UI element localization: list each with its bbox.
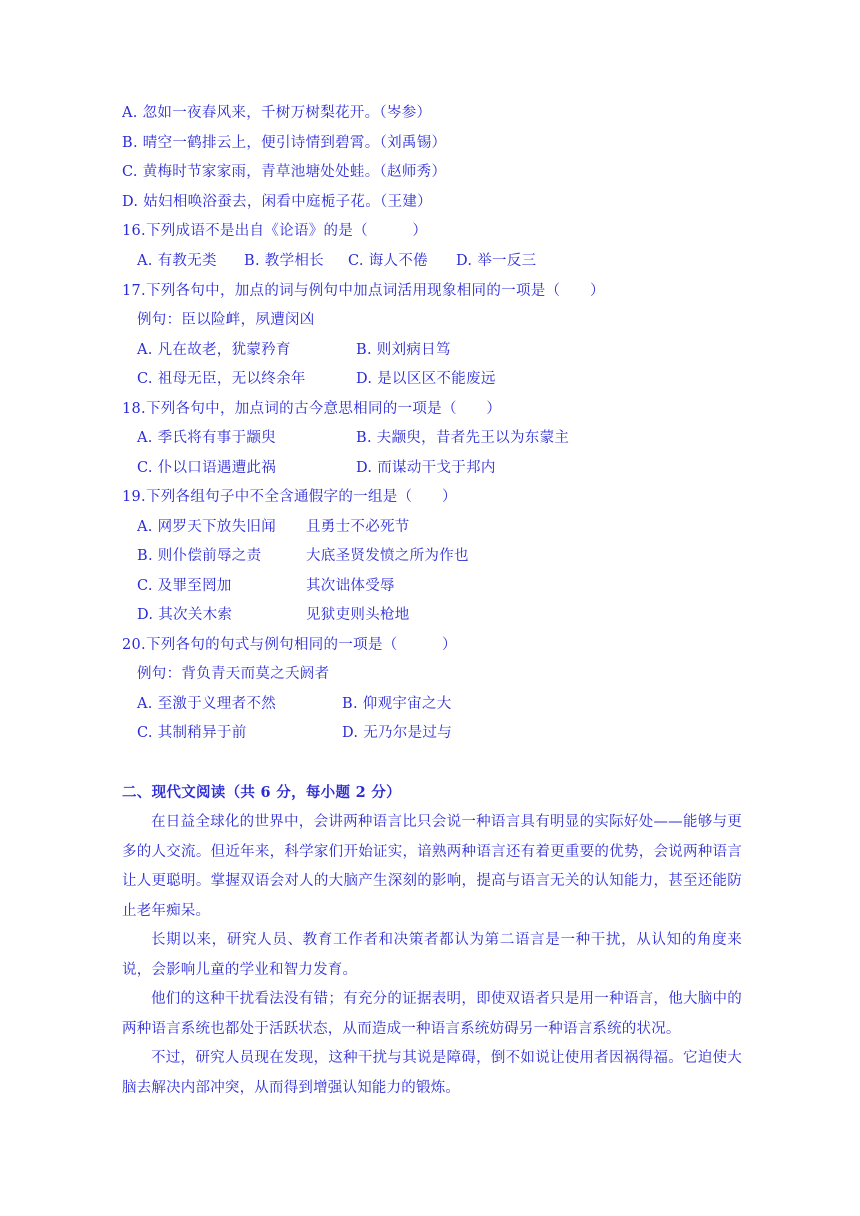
q19-row-b-first: B. 则仆偿前辱之责: [137, 548, 262, 564]
q19-row-b-second: 大底圣贤发愤之所为作也: [306, 548, 469, 564]
q15-option-c: C. 黄梅时节家家雨，青草池塘处处蛙。（赵师秀）: [122, 164, 447, 180]
q17-option-c: C. 祖母无臣，无以终余年: [137, 371, 306, 387]
q18-option-a: A. 季氏将有事于颛臾: [137, 430, 276, 446]
q18-stem: 18.下列各句中，加点词的古今意思相同的一项是（ ）: [122, 401, 502, 417]
q19-stem: 19.下列各组句子中不全含通假字的一组是（ ）: [122, 489, 457, 505]
q19-row-c-second: 其次诎体受辱: [306, 578, 395, 594]
q17-option-d: D. 是以区区不能废远: [356, 371, 496, 387]
q19-row-d-second: 见狱吏则头枪地: [306, 607, 410, 623]
q19-row-a-first: A. 网罗天下放失旧闻: [137, 519, 276, 535]
q19-row-d-first: D. 其次关木索: [137, 607, 233, 623]
q17-stem: 17.下列各句中，加点的词与例句中加点词活用现象相同的一项是（ ）: [122, 283, 605, 299]
q18-option-b: B. 夫颛臾，昔者先王以为东蒙主: [356, 430, 570, 446]
q17-option-b: B. 则刘病日笃: [356, 342, 451, 358]
q16-option-b: B. 教学相长: [244, 253, 324, 269]
q18-option-d: D. 而谋动干戈于邦内: [356, 460, 496, 476]
section-heading: 二、现代文阅读（共 6 分，每小题 2 分）: [122, 784, 401, 801]
q19-row-a-second: 且勇士不必死节: [306, 519, 410, 535]
q20-option-b: B. 仰观宇宙之大: [342, 696, 452, 712]
paragraph-4: 不过，研究人员现在发现，这种干扰与其说是障碍，倒不如说让使用者因祸得福。它迫使大脑去解决内部冲突，从而得到增强认知能力的锻炼。: [122, 1050, 742, 1096]
q18-option-c: C. 仆以口语遇遭此祸: [137, 460, 277, 476]
paragraph-1: 在日益全球化的世界中，会讲两种语言比只会说一种语言具有明显的实际好处——能够与更多的人交流。但近年来，科学家们开始证实，谙熟两种语言还有着更重要的优势，会说两种语言让人更聪明。掌握双语会对人的大脑产生深刻的影响，提高与语言无关的认知能力，甚至还能防止老年痴呆。: [122, 814, 742, 919]
q17-option-a: A. 凡在故老，犹蒙矜育: [137, 342, 291, 358]
q19-row-c-first: C. 及罪至罔加: [137, 578, 232, 594]
q16-option-c: C. 诲人不倦: [348, 253, 428, 269]
q16-option-a: A. 有教无类: [137, 253, 217, 269]
q16-option-d: D. 举一反三: [456, 253, 537, 269]
q15-option-a: A. 忽如一夜春风来，千树万树梨花开。（岑参）: [122, 105, 432, 121]
q20-option-d: D. 无乃尔是过与: [342, 725, 453, 741]
q15-option-d: D. 姑妇相唤浴蚕去，闲看中庭栀子花。（王建）: [122, 194, 432, 210]
paragraph-2: 长期以来，研究人员、教育工作者和决策者都认为第二语言是一种干扰，从认知的角度来说，会影响儿童的学业和智力发育。: [122, 932, 742, 978]
q20-option-c: C. 其制稍异于前: [137, 725, 247, 741]
q17-example: 例句：臣以险衅，夙遭闵凶: [137, 312, 315, 328]
q20-option-a: A. 至激于义理者不然: [137, 696, 276, 712]
q15-option-b: B. 晴空一鹤排云上，便引诗情到碧霄。（刘禹锡）: [122, 135, 447, 151]
paragraph-3: 他们的这种干扰看法没有错；有充分的证据表明，即使双语者只是用一种语言，他大脑中的两种语言系统也都处于活跃状态，从而造成一种语言系统妨碍另一种语言系统的状况。: [122, 991, 742, 1037]
q20-stem: 20.下列各句的句式与例句相同的一项是（ ）: [122, 637, 457, 653]
q20-example: 例句：背负青天而莫之夭阏者: [137, 666, 330, 682]
q16-stem: 16.下列成语不是出自《论语》的是（ ）: [122, 223, 428, 239]
